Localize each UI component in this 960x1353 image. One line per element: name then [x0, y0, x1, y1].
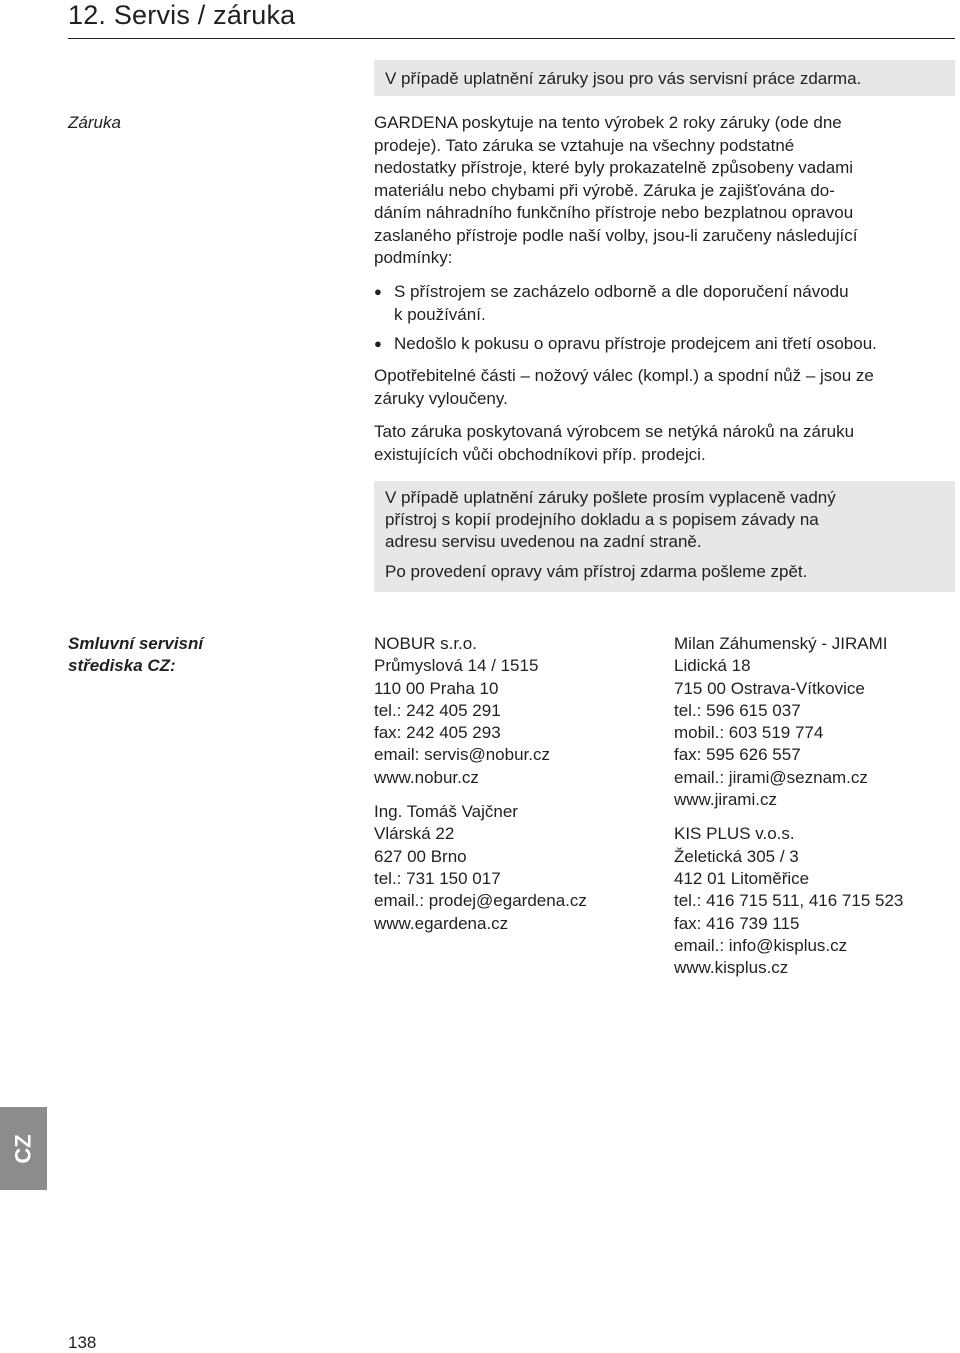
address-line: mobil.: 603 519 774: [674, 723, 824, 743]
address-line: Želetická 305 / 3: [674, 846, 799, 866]
list-item: [374, 333, 954, 356]
notice-bottom-box: [374, 481, 955, 592]
address-line: email.: prodej@egardena.cz: [374, 891, 587, 911]
notice-bottom-line: V případě uplatnění záruky pošlete prosím vyplaceně vadný: [385, 488, 836, 507]
address-line: Lidická 18: [674, 656, 751, 676]
bullet-icon: ●: [374, 336, 382, 351]
address-block-kisplus: [674, 823, 903, 979]
manufacturer-line: existujících vůči obchodníkovi příp. prodejci.: [374, 444, 706, 464]
address-line: Milan Záhumenský - JIRAMI: [674, 634, 888, 653]
address-line: www.nobur.cz: [374, 767, 479, 787]
manufacturer-line: Tato záruka poskytovaná výrobcem se netýká nároků na záruku: [374, 422, 855, 441]
address-line: Vlárská 22: [374, 824, 455, 844]
address-line: www.kisplus.cz: [674, 958, 789, 978]
address-line: email.: jirami@seznam.cz: [674, 767, 868, 787]
address-line: email: servis@nobur.cz: [374, 745, 550, 765]
list-item-line: k používání.: [394, 304, 486, 324]
warranty-line: GARDENA poskytuje na tento výrobek 2 roky záruky (ode dne: [374, 113, 842, 132]
warranty-line: dáním náhradního funkčního přístroje nebo bezplatnou opravou: [374, 203, 854, 222]
address-block-nobur: [374, 633, 587, 789]
warranty-label: Záruka: [68, 113, 121, 132]
service-label-line: Smluvní servisní: [68, 634, 204, 653]
wear-parts-paragraph: [374, 365, 954, 410]
notice-top-text: V případě uplatnění záruky jsou pro vás servisní práce zdarma.: [385, 69, 862, 88]
address-line: fax: 242 405 293: [374, 723, 501, 743]
address-line: tel.: 731 150 017: [374, 868, 501, 888]
page-number: 138: [68, 1333, 97, 1352]
address-line: 110 00 Praha 10: [374, 678, 499, 698]
notice-top-box: [374, 60, 955, 96]
warranty-line: prodeje). Tato záruka se vztahuje na všechny podstatné: [374, 135, 795, 155]
address-line: fax: 416 739 115: [674, 913, 800, 933]
wear-parts-line: Opotřebitelné části – nožový válec (kompl.) a spodní nůž – jsou ze: [374, 366, 874, 385]
address-line: KIS PLUS v.o.s.: [674, 824, 795, 844]
service-column-right: [674, 633, 903, 979]
address-line: 412 01 Litoměřice: [674, 868, 810, 888]
warranty-paragraph: [374, 112, 954, 270]
page-title: 12. Servis / záruka: [68, 0, 296, 30]
address-line: 715 00 Ostrava-Vítkovice: [674, 678, 865, 698]
list-item-line: Nedošlo k pokusu o opravu přístroje prodejcem ani třetí osobou.: [394, 334, 877, 353]
conditions-list: [374, 281, 954, 363]
service-column-left: [374, 633, 587, 935]
address-line: tel.: 242 405 291: [374, 700, 501, 720]
address-line: Ing. Tomáš Vajčner: [374, 802, 518, 822]
address-block-vajcner: [374, 801, 587, 935]
list-item-line: S přístrojem se zacházelo odborně a dle doporučení návodu: [394, 282, 849, 301]
address-line: tel.: 416 715 511, 416 715 523: [674, 891, 904, 911]
manufacturer-paragraph: [374, 421, 954, 466]
address-line: tel.: 596 615 037: [674, 700, 801, 720]
service-label-line: střediska CZ:: [68, 656, 176, 675]
address-line: fax: 595 626 557: [674, 745, 801, 765]
bullet-icon: ●: [374, 284, 382, 299]
wear-parts-line: záruky vyloučeny.: [374, 388, 508, 408]
language-tab: [0, 1107, 47, 1190]
address-line: www.egardena.cz: [374, 913, 509, 933]
address-block-jirami: [674, 633, 903, 811]
warranty-line: nedostatky přístroje, které byly prokazatelně způsobeny vadami: [374, 158, 854, 177]
title-divider: [68, 38, 955, 39]
list-item: [374, 281, 954, 326]
address-line: 627 00 Brno: [374, 846, 467, 866]
language-tab-label: CZ: [10, 1133, 36, 1164]
address-line: email.: info@kisplus.cz: [674, 935, 848, 955]
notice-bottom-line: adresu servisu uvedenou na zadní straně.: [385, 532, 702, 551]
notice-bottom-last-line: Po provedení opravy vám přístroj zdarma pošleme zpět.: [385, 562, 808, 581]
address-line: NOBUR s.r.o.: [374, 634, 477, 653]
address-line: Průmyslová 14 / 1515: [374, 656, 539, 676]
service-centers-label: [68, 633, 203, 677]
notice-bottom-line: přístroj s kopií prodejního dokladu a s popisem závady na: [385, 510, 819, 529]
warranty-line: zaslaného přístroje podle naší volby, jsou-li zaručeny následující: [374, 225, 858, 245]
warranty-line: materiálu nebo chybami při výrobě. Záruka je zajišťována do-: [374, 180, 835, 200]
address-line: www.jirami.cz: [674, 790, 777, 810]
warranty-line: podmínky:: [374, 248, 453, 267]
